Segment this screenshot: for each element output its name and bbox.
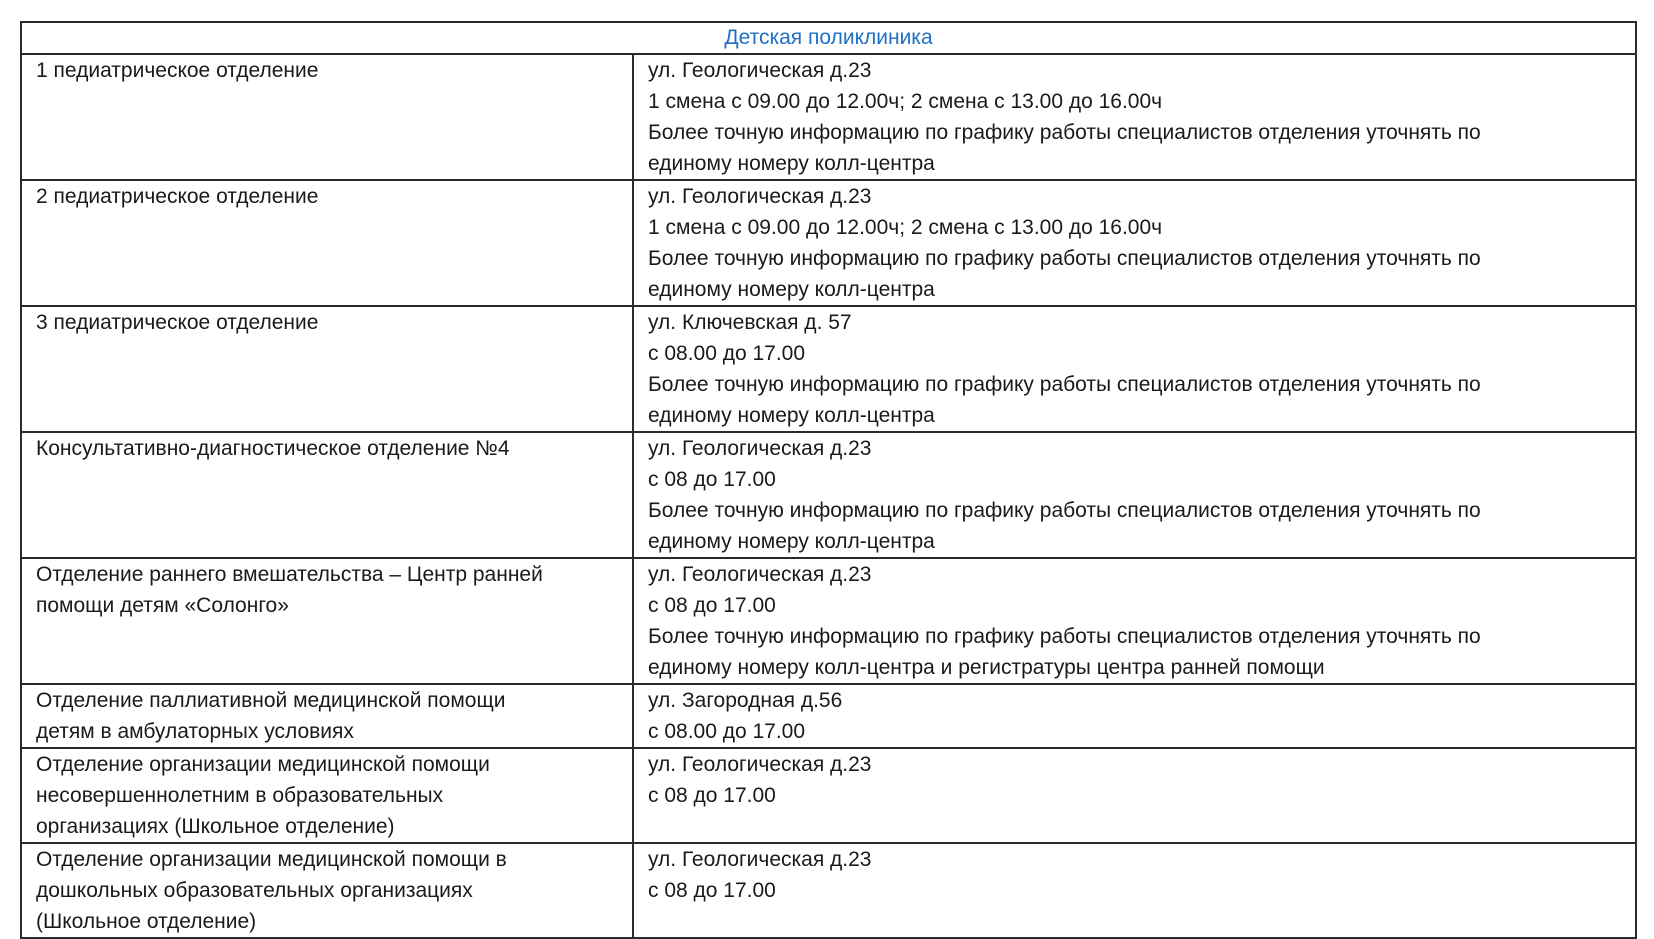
details-cell [633, 748, 1636, 843]
department-cell [21, 432, 633, 558]
table-title: Детская поликлиника [21, 22, 1636, 54]
department-name-line: организациях (Школьное отделение) [36, 815, 395, 838]
hours-line: с 08 до 17.00 [648, 594, 776, 617]
department-name-line: несовершеннолетним в образовательных [36, 784, 444, 807]
department-cell [21, 180, 633, 306]
table-row [21, 54, 1636, 180]
table-row [21, 843, 1636, 938]
note-line: Более точную информацию по графику работы специалистов отделения уточнять по [648, 373, 1481, 396]
table-row [21, 748, 1636, 843]
hours-line: с 08 до 17.00 [648, 879, 776, 902]
department-name-line: 1 педиатрическое отделение [36, 59, 319, 82]
note-line: Более точную информацию по графику работы специалистов отделения уточнять по [648, 625, 1481, 648]
department-name-line: Отделение паллиативной медицинской помощи [36, 689, 506, 712]
department-name-line: Отделение раннего вмешательства – Центр ранней [36, 563, 543, 586]
department-cell [21, 306, 633, 432]
note-line: единому номеру колл-центра и регистратуры центра ранней помощи [648, 656, 1325, 679]
hours-line: с 08 до 17.00 [648, 784, 776, 807]
details-cell [633, 54, 1636, 180]
department-name-line: Отделение организации медицинской помощи в [36, 848, 507, 871]
address-line: ул. Загородная д.56 [648, 689, 843, 712]
note-line: единому номеру колл-центра [648, 530, 935, 553]
address-line: ул. Ключевская д. 57 [648, 311, 852, 334]
details-cell [633, 558, 1636, 684]
hours-line: с 08.00 до 17.00 [648, 720, 806, 743]
department-name-line: (Школьное отделение) [36, 910, 257, 933]
hours-line: с 08.00 до 17.00 [648, 342, 806, 365]
address-line: ул. Геологическая д.23 [648, 563, 872, 586]
hours-line: с 08 до 17.00 [648, 468, 776, 491]
address-line: ул. Геологическая д.23 [648, 753, 872, 776]
details-cell [633, 180, 1636, 306]
details-cell [633, 306, 1636, 432]
department-name-line: детям в амбулаторных условиях [36, 720, 354, 743]
department-name-line: Консультативно-диагностическое отделение №4 [36, 437, 510, 460]
table-title-row [21, 22, 1636, 54]
department-cell [21, 748, 633, 843]
table-row [21, 684, 1636, 748]
department-name-line: дошкольных образовательных организациях [36, 879, 473, 902]
hours-line: 1 смена с 09.00 до 12.00ч; 2 смена с 13.00 до 16.00ч [648, 216, 1163, 239]
department-name-line: 3 педиатрическое отделение [36, 311, 319, 334]
note-line: единому номеру колл-центра [648, 152, 935, 175]
details-cell [633, 843, 1636, 938]
table-row [21, 306, 1636, 432]
hours-line: 1 смена с 09.00 до 12.00ч; 2 смена с 13.00 до 16.00ч [648, 90, 1163, 113]
department-cell [21, 843, 633, 938]
address-line: ул. Геологическая д.23 [648, 185, 872, 208]
department-cell [21, 54, 633, 180]
department-cell [21, 558, 633, 684]
department-cell [21, 684, 633, 748]
departments-table [20, 21, 1637, 939]
department-name-line: Отделение организации медицинской помощи [36, 753, 490, 776]
table-row [21, 180, 1636, 306]
address-line: ул. Геологическая д.23 [648, 437, 872, 460]
table-body [21, 54, 1636, 938]
note-line: единому номеру колл-центра [648, 404, 935, 427]
table-row [21, 432, 1636, 558]
note-line: Более точную информацию по графику работы специалистов отделения уточнять по [648, 499, 1481, 522]
department-name-line: помощи детям «Солонго» [36, 594, 289, 617]
details-cell [633, 432, 1636, 558]
note-line: Более точную информацию по графику работы специалистов отделения уточнять по [648, 121, 1481, 144]
department-name-line: 2 педиатрическое отделение [36, 185, 319, 208]
details-cell [633, 684, 1636, 748]
table-row [21, 558, 1636, 684]
address-line: ул. Геологическая д.23 [648, 848, 872, 871]
address-line: ул. Геологическая д.23 [648, 59, 872, 82]
note-line: единому номеру колл-центра [648, 278, 935, 301]
schedule-sheet [20, 21, 1635, 939]
note-line: Более точную информацию по графику работы специалистов отделения уточнять по [648, 247, 1481, 270]
